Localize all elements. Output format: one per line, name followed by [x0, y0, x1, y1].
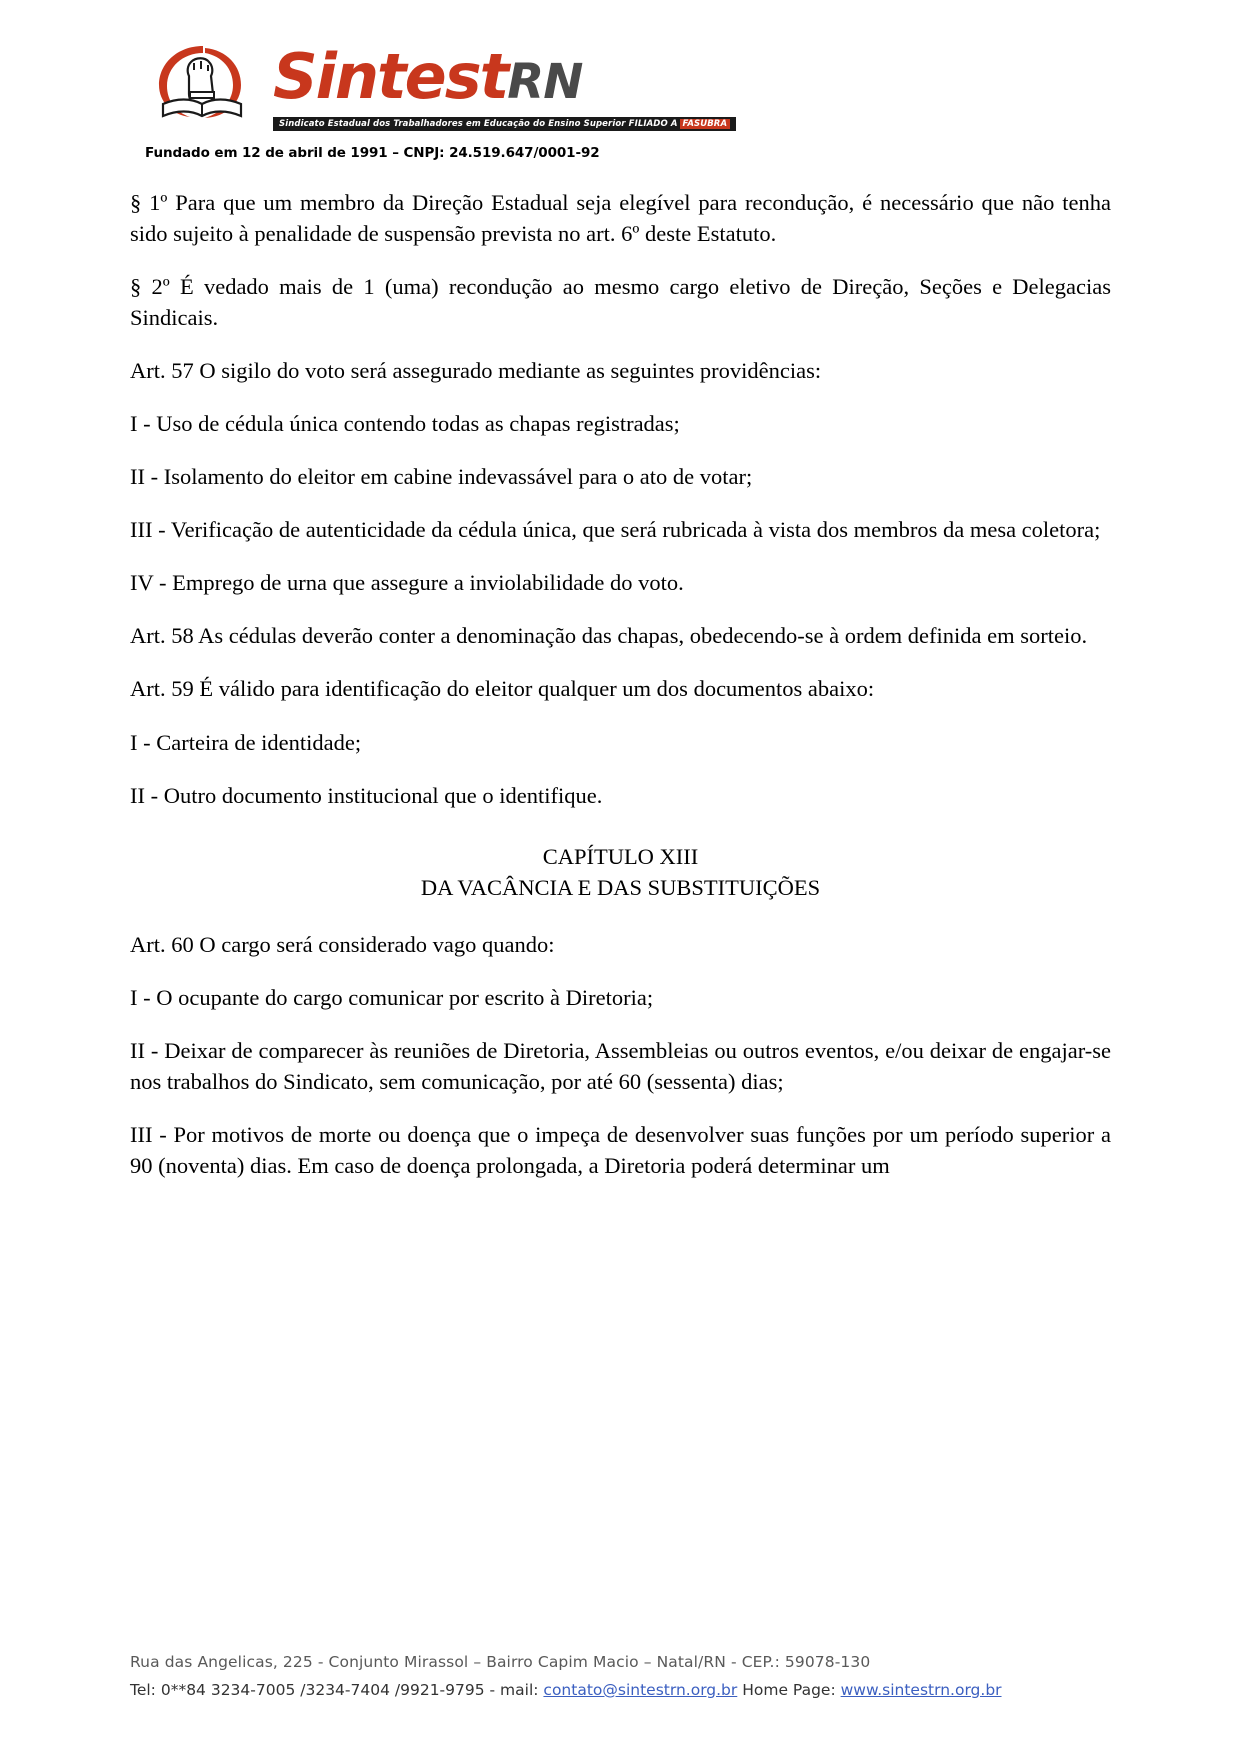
paragraph: III - Por motivos de morte ou doença que o impeça de desenvolver suas funções por um período superior a 90 (noventa) dias. Em caso de doença prolongada, a Diretoria poderá determinar um: [130, 1121, 1111, 1178]
fist-and-book-logo-icon: [145, 40, 263, 128]
document-body: [130, 187, 1111, 1181]
paragraph: I - O ocupante do cargo comunicar por escrito à Diretoria;: [130, 984, 654, 1010]
footer-address: Rua das Angelicas, 225 - Conjunto Mirassol – Bairro Capim Macio – Natal/RN - CEP.: 59078-130: [130, 1652, 871, 1671]
paragraph: IV - Emprego de urna que assegure a inviolabilidade do voto.: [130, 570, 684, 596]
footer-website-link[interactable]: www.sintestrn.org.br: [840, 1680, 1002, 1699]
brand-name: [273, 40, 736, 113]
paragraph: II - Deixar de comparecer às reuniões de Diretoria, Assembleias ou outros eventos, e/ou deixar de engajar-se nos trabalhos do Sindicato, sem comunicação, por até 60 (sessenta) dias;: [130, 1037, 1111, 1094]
affiliation-name: FASUBRA: [680, 119, 731, 129]
footer-contact: [130, 1678, 1131, 1702]
paragraph: Art. 58 As cédulas deverão conter a denominação das chapas, obedecendo-se à ordem definida em sorteio.: [130, 623, 1088, 649]
paragraph: Art. 57 O sigilo do voto será assegurado mediante as seguintes providências:: [130, 358, 822, 384]
chapter-title: CAPÍTULO XIII: [542, 843, 699, 869]
footer-phones: Tel: 0**84 3234-7005 /3234-7404 /9921-9795 - mail:: [130, 1680, 539, 1699]
brand-name-text: Sintest: [273, 40, 508, 113]
paragraph: Art. 60 O cargo será considerado vago quando:: [130, 931, 555, 957]
document-footer: [130, 1650, 1131, 1702]
brand-subtitle-text: Sindicato Estadual dos Trabalhadores em Educação do Ensino Superior: [279, 119, 626, 129]
paragraph: § 2º É vedado mais de 1 (uma) recondução ao mesmo cargo eletivo de Direção, Seções e Delegacias Sindicais.: [130, 274, 1111, 331]
chapter-heading: [130, 841, 1111, 903]
footer-email-link[interactable]: contato@sintestrn.org.br: [543, 1680, 738, 1699]
brand-subtitle-bar: [273, 117, 736, 131]
paragraph: § 1º Para que um membro da Direção Estadual seja elegível para recondução, é necessário que não tenha sido sujeito à penalidade de suspensão prevista no art. 6º deste Estatuto.: [130, 190, 1111, 247]
chapter-subtitle: DA VACÂNCIA E DAS SUBSTITUIÇÕES: [420, 874, 821, 900]
founded-line: Fundado em 12 de abril de 1991 – CNPJ: 24.519.647/0001-92: [145, 145, 600, 161]
affiliation-label: FILIADO A: [628, 119, 678, 129]
paragraph: III - Verificação de autenticidade da cédula única, que será rubricada à vista dos membros da mesa coletora;: [130, 517, 1101, 543]
paragraph: I - Carteira de identidade;: [130, 729, 362, 755]
logo-row: [145, 40, 1111, 131]
paragraph: II - Isolamento do eleitor em cabine indevassável para o ato de votar;: [130, 464, 753, 490]
paragraph: Art. 59 É válido para identificação do eleitor qualquer um dos documentos abaixo:: [130, 676, 875, 702]
paragraph: I - Uso de cédula única contendo todas as chapas registradas;: [130, 411, 680, 437]
document-header: [130, 40, 1111, 161]
footer-homepage-label: Home Page:: [742, 1680, 836, 1699]
paragraph: II - Outro documento institucional que o identifique.: [130, 782, 603, 808]
brand-suffix-text: RN: [507, 54, 583, 110]
brand-wordmark: [273, 40, 736, 131]
